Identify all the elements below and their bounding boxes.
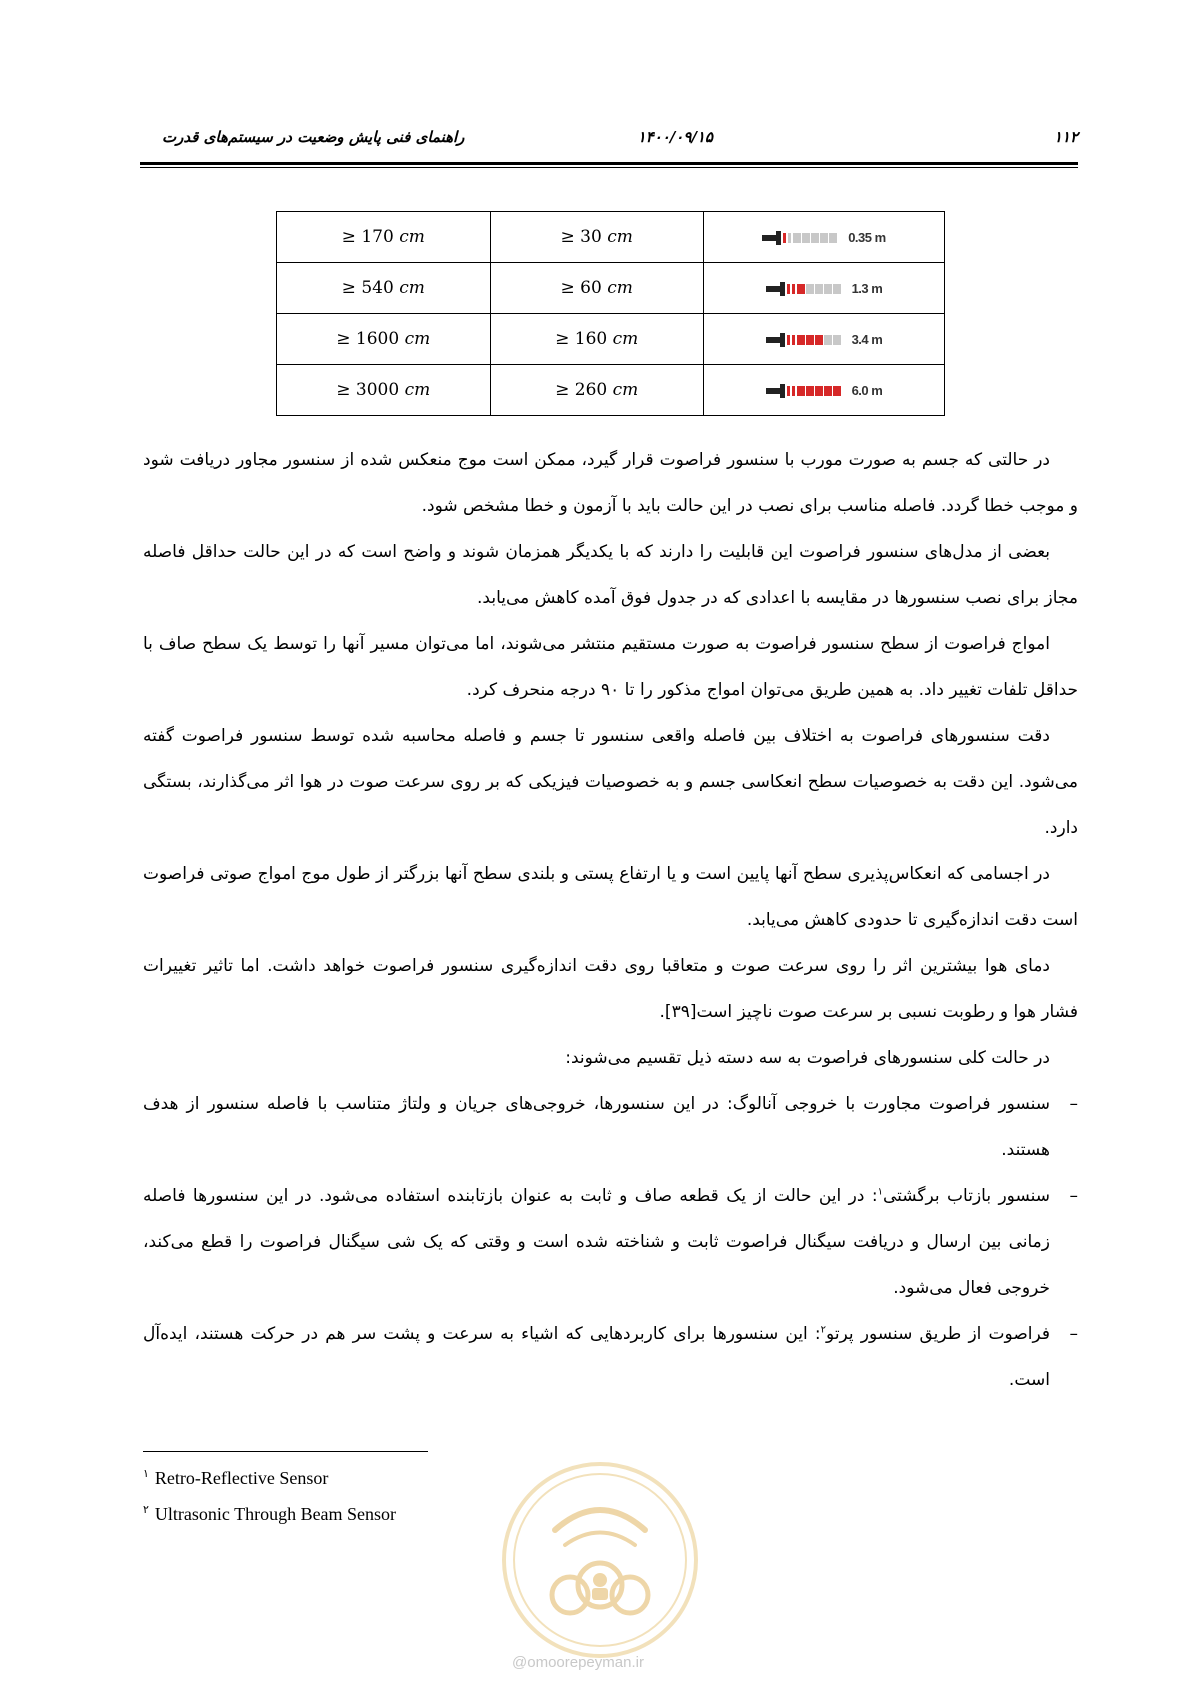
beam-segment xyxy=(787,284,790,294)
bullet-dash: – xyxy=(1069,1324,1078,1344)
sensor-beam-icon xyxy=(762,230,838,246)
ge-symbol: ≥ xyxy=(560,227,581,247)
beam-segment xyxy=(802,233,810,243)
list-item xyxy=(143,1173,1078,1311)
unit-label: cm xyxy=(399,227,425,247)
watermark-seal-logo xyxy=(500,1460,700,1660)
beam-graphic xyxy=(766,281,883,297)
beam-segment xyxy=(824,284,832,294)
distance-value: 170 xyxy=(361,227,400,247)
list-item-text: : در این حالت از یک قطعه صاف و ثابت به عنوان بازتابنده استفاده می‌شود. در این سنسورها فاصله زمانی بین ارسال و دریافت سیگنال فراصوت ثابت و شناخته شده است و وقتی که یک شی سیگنال فراصوت را قطع می‌کند، خروجی فعال می‌شود. xyxy=(143,1186,1050,1298)
beam-segment xyxy=(815,335,823,345)
bullet-dash: – xyxy=(1069,1094,1078,1114)
table-row xyxy=(277,314,945,365)
sensor-type-list xyxy=(143,1081,1078,1403)
beam-range-label: 0.35 m xyxy=(848,230,886,245)
table-cell xyxy=(703,365,944,416)
beam-segment xyxy=(829,233,837,243)
paragraph: امواج فراصوت از سطح سنسور فراصوت به صورت مستقیم منتشر می‌شوند، اما می‌توان مسیر آنها را توسط یک سطح صاف با حداقل تلفات تغییر داد. به همین طریق می‌توان امواج مذکور را تا ۹۰ درجه منحرف کرد. xyxy=(143,634,1078,700)
distance-value: 60 xyxy=(580,278,608,298)
table-cell xyxy=(703,263,944,314)
ge-symbol: ≥ xyxy=(555,380,575,400)
paragraph: دقت سنسورهای فراصوت به اختلاف بین فاصله واقعی سنسور تا جسم و فاصله محاسبه شده توسط سنسور فراصوت گفته می‌شود. این دقت به خصوصیات سطح انعکاسی جسم و به خصوصیات فیزیکی که بر روی سرعت صوت در هوا اثر می‌گذارند، بستگی دارد. xyxy=(143,726,1078,838)
ge-symbol: ≥ xyxy=(555,329,575,349)
footnote-text: Retro-Reflective Sensor xyxy=(154,1468,329,1488)
beam-segment xyxy=(824,386,832,396)
footnote xyxy=(143,1468,328,1489)
watermark-url: @omoorepeyman.ir xyxy=(512,1654,644,1671)
footnote-text: Ultrasonic Through Beam Sensor xyxy=(154,1504,397,1524)
beam-segment xyxy=(811,233,819,243)
distance-value: 1600 xyxy=(355,329,405,349)
unit-label: cm xyxy=(612,329,639,349)
page-number: ۱۱۲ xyxy=(1053,128,1078,146)
table-cell xyxy=(277,365,491,416)
beam-segment xyxy=(787,386,790,396)
ge-symbol: ≥ xyxy=(341,278,362,298)
paragraph: در حالت کلی سنسورهای فراصوت به سه دسته ذیل تقسیم می‌شوند: xyxy=(565,1048,1050,1068)
table-cell xyxy=(703,314,944,365)
ge-symbol: ≥ xyxy=(336,380,356,400)
beam-graphic xyxy=(762,230,885,246)
beam-segment xyxy=(792,284,795,294)
table-row xyxy=(277,212,945,263)
unit-label: cm xyxy=(612,380,639,400)
ge-symbol: ≥ xyxy=(341,227,362,247)
sensor-beam-icon xyxy=(766,332,842,348)
list-item-term: فراصوت از طریق سنسور پرتو xyxy=(826,1324,1050,1344)
header-rule-thin xyxy=(140,167,1078,168)
list-item-text: : این سنسورها برای کاربردهایی که اشیاء به سرعت و پشت سر هم در حرکت هستند، ایده‌آل است. xyxy=(143,1324,1050,1390)
beam-segment xyxy=(820,233,828,243)
list-item-text: سنسور فراصوت مجاورت با خروجی آنالوگ: در این سنسورها، خروجی‌های جریان و ولتاژ متناسب با فاصله سنسور از هدف هستند. xyxy=(143,1094,1050,1160)
beam-segment xyxy=(793,233,801,243)
ge-symbol: ≥ xyxy=(560,278,581,298)
bullet-dash: – xyxy=(1069,1186,1078,1206)
footnote-mark: ۱ xyxy=(143,1468,149,1480)
beam-segment xyxy=(806,335,814,345)
beam-segment xyxy=(824,335,832,345)
unit-label: cm xyxy=(404,380,431,400)
footnote xyxy=(143,1504,396,1525)
beam-range-label: 1.3 m xyxy=(851,281,883,296)
beam-segment xyxy=(787,335,790,345)
beam-graphic xyxy=(766,332,883,348)
distance-value: 3000 xyxy=(355,380,405,400)
beam-segment xyxy=(815,284,823,294)
unit-label: cm xyxy=(607,227,633,247)
beam-segment xyxy=(783,233,786,243)
header-title: راهنمای فنی پایش وضعیت در سیستم‌های قدرت xyxy=(162,128,465,146)
sensor-beam-icon xyxy=(766,383,842,399)
ge-symbol: ≥ xyxy=(336,329,356,349)
distance-value: 30 xyxy=(580,227,608,247)
header-date: ۱۴۰۰/۰۹/۱۵ xyxy=(637,128,713,146)
beam-segment xyxy=(792,335,795,345)
running-header xyxy=(140,128,1078,152)
footnote-rule xyxy=(143,1451,428,1452)
beam-segment xyxy=(792,386,795,396)
footnote-ref: ۲ xyxy=(820,1324,827,1336)
table-cell xyxy=(490,365,703,416)
paragraph: در اجسامی که انعکاس‌پذیری سطح آنها پایین است و یا ارتفاع پستی و بلندی سطح آنها بزرگتر از طول موج امواج صوتی فراصوت است دقت اندازه‌گیری تا حدودی کاهش می‌یابد. xyxy=(143,864,1078,930)
beam-segment xyxy=(806,284,814,294)
beam-range-label: 3.4 m xyxy=(851,332,883,347)
beam-range-label: 6.0 m xyxy=(851,383,883,398)
paragraph: بعضی از مدل‌های سنسور فراصوت این قابلیت را دارند که با یکدیگر همزمان شوند و واضح است که در این حالت حداقل فاصله مجاز برای نصب سنسورها در مقایسه با اعدادی که در جدول فوق آمده کاهش می‌یابد. xyxy=(143,542,1078,608)
unit-label: cm xyxy=(607,278,633,298)
beam-segment xyxy=(797,284,805,294)
table-cell xyxy=(277,314,491,365)
paragraph: در حالتی که جسم به صورت مورب با سنسور فراصوت قرار گیرد، ممکن است موج منعکس شده از سنسور مجاور دریافت شود و موجب خطا گردد. فاصله مناسب برای نصب در این حالت باید با آزمون و خطا مشخص شود. xyxy=(143,450,1078,516)
beam-graphic xyxy=(766,383,883,399)
footnote-mark: ۲ xyxy=(143,1504,149,1516)
header-rule-thick xyxy=(140,162,1078,165)
list-item-term: سنسور بازتاب برگشتی xyxy=(882,1186,1050,1206)
distance-value: 160 xyxy=(574,329,613,349)
sensor-beam-icon xyxy=(766,281,842,297)
distance-value: 260 xyxy=(574,380,613,400)
table-row xyxy=(277,365,945,416)
list-item xyxy=(143,1311,1078,1403)
beam-segment xyxy=(833,284,841,294)
list-item xyxy=(143,1081,1078,1173)
beam-segment xyxy=(788,233,791,243)
distance-table xyxy=(276,211,945,416)
table-cell xyxy=(277,263,491,314)
unit-label: cm xyxy=(399,278,425,298)
beam-segment xyxy=(833,335,841,345)
beam-segment xyxy=(797,335,805,345)
beam-segment xyxy=(815,386,823,396)
table-cell xyxy=(490,314,703,365)
paragraph: دمای هوا بیشترین اثر را روی سرعت صوت و متعاقبا روی دقت اندازه‌گیری سنسور فراصوت خواهد داشت. اما تاثیر تغییرات فشار هوا و رطوبت نسبی بر سرعت صوت ناچیز است[۳۹]. xyxy=(143,956,1078,1022)
beam-segment xyxy=(797,386,805,396)
table-cell xyxy=(490,263,703,314)
beam-segment xyxy=(806,386,814,396)
distance-value: 540 xyxy=(361,278,400,298)
table-cell xyxy=(703,212,944,263)
footnote-ref: ۱ xyxy=(877,1186,883,1198)
table-cell xyxy=(490,212,703,263)
table-cell xyxy=(277,212,491,263)
table-row xyxy=(277,263,945,314)
beam-segment xyxy=(833,386,841,396)
unit-label: cm xyxy=(404,329,431,349)
body-text xyxy=(143,437,1078,1403)
